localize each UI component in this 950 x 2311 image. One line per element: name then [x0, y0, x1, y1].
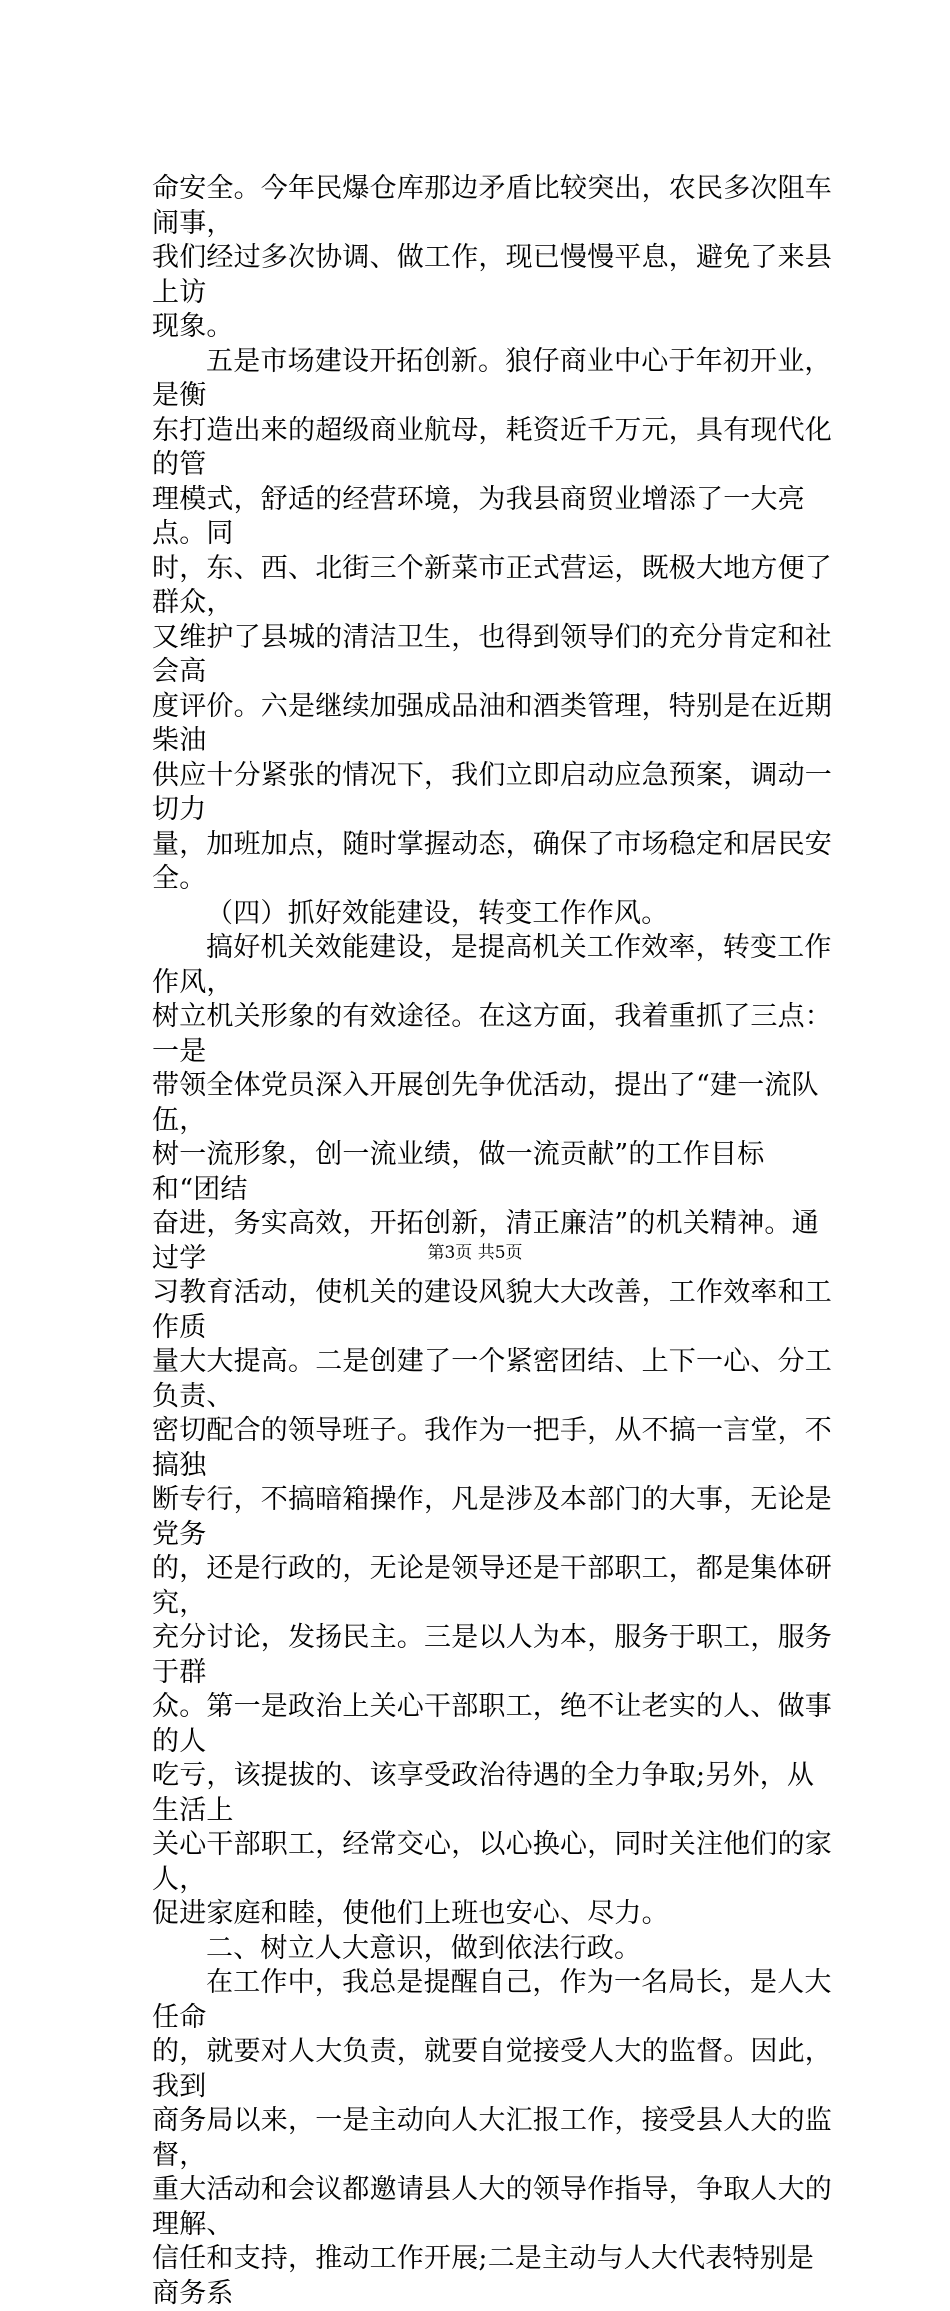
text-line: 的，还是行政的，无论是领导还是干部职工，都是集体研究，	[152, 1553, 832, 1619]
text-line: 奋进，务实高效，开拓创新，清正廉洁”的机关精神。通过学	[152, 1208, 819, 1274]
paragraph	[152, 1966, 832, 2311]
text-line: 树立机关形象的有效途径。在这方面，我着重抓了三点：一是	[152, 1001, 832, 1067]
text-line: 理模式，舒适的经营环境，为我县商贸业增添了一大亮点。同	[152, 483, 805, 549]
text-line: 量大大提高。二是创建了一个紧密团结、上下一心、分工负责、	[152, 1346, 832, 1412]
text-line: 习教育活动，使机关的建设风貌大大改善，工作效率和工作质	[152, 1277, 832, 1343]
text-line: 量，加班加点，随时掌握动态，确保了市场稳定和居民安全。	[152, 828, 832, 894]
text-line: 树一流形象，创一流业绩，做一流贡献”的工作目标和“团结	[152, 1139, 765, 1205]
text-line: 众。第一是政治上关心干部职工，绝不让老实的人、做事的人	[152, 1691, 832, 1757]
text-line: 度评价。六是继续加强成品油和酒类管理，特别是在近期柴油	[152, 690, 832, 756]
text-line: 五是市场建设开拓创新。狼仔商业中心于年初开业，是衡	[152, 345, 832, 411]
text-line: 的，就要对人大负责，就要自觉接受人大的监督。因此，我到	[152, 2036, 832, 2102]
text-line: 充分讨论，发扬民主。三是以人为本，服务于职工，服务于群	[152, 1622, 832, 1688]
text-line: 关心干部职工，经常交心，以心换心，同时关注他们的家人，	[152, 1829, 832, 1895]
text-line: 促进家庭和睦，使他们上班也安心、尽力。	[152, 1898, 669, 1929]
text-line: 供应十分紧张的情况下，我们立即启动应急预案，调动一切力	[152, 759, 832, 825]
text-line: 东打造出来的超级商业航母，耗资近千万元，具有现代化的管	[152, 414, 832, 480]
text-line: 搞好机关效能建设，是提高机关工作效率，转变工作作风，	[152, 932, 832, 998]
text-line: 二、树立人大意识，做到依法行政。	[206, 1932, 642, 1964]
page-footer: 第3页 共5页	[427, 1243, 523, 1263]
text-line: 在工作中，我总是提醒自己，作为一名局长，是人大任命	[152, 1967, 832, 2033]
text-line: 断专行，不搞暗箱操作，凡是涉及本部门的大事，无论是党务	[152, 1484, 832, 1550]
paragraph	[152, 1932, 832, 1967]
text-line: 我们经过多次协调、做工作，现已慢慢平息，避免了来县上访	[152, 242, 832, 308]
text-line: （四）抓好效能建设，转变工作作风。	[206, 897, 669, 929]
text-line: 吃亏，该提拔的、该享受政治待遇的全力争取;另外，从生活上	[152, 1760, 815, 1826]
text-line: 商务局以来，一是主动向人大汇报工作，接受县人大的监督，	[152, 2105, 832, 2171]
paragraph	[152, 897, 832, 932]
text-line: 命安全。今年民爆仓库那边矛盾比较突出，农民多次阻车闹事，	[152, 173, 832, 239]
text-line: 时，东、西、北街三个新菜市正式营运，既极大地方便了群众，	[152, 552, 832, 618]
paragraph	[152, 931, 832, 1932]
text-line: 现象。	[152, 311, 234, 342]
text-line: 带领全体党员深入开展创先争优活动，提出了“建一流队伍，	[152, 1070, 819, 1136]
text-line: 重大活动和会议都邀请县人大的领导作指导，争取人大的理解、	[152, 2174, 832, 2240]
paragraph	[152, 172, 832, 345]
text-line: 信任和支持，推动工作开展;二是主动与人大代表特别是商务系	[152, 2243, 815, 2309]
text-line: 密切配合的领导班子。我作为一把手，从不搞一言堂，不搞独	[152, 1415, 832, 1481]
paragraph	[152, 345, 832, 897]
text-line: 又维护了县城的清洁卫生，也得到领导们的充分肯定和社会高	[152, 621, 832, 687]
